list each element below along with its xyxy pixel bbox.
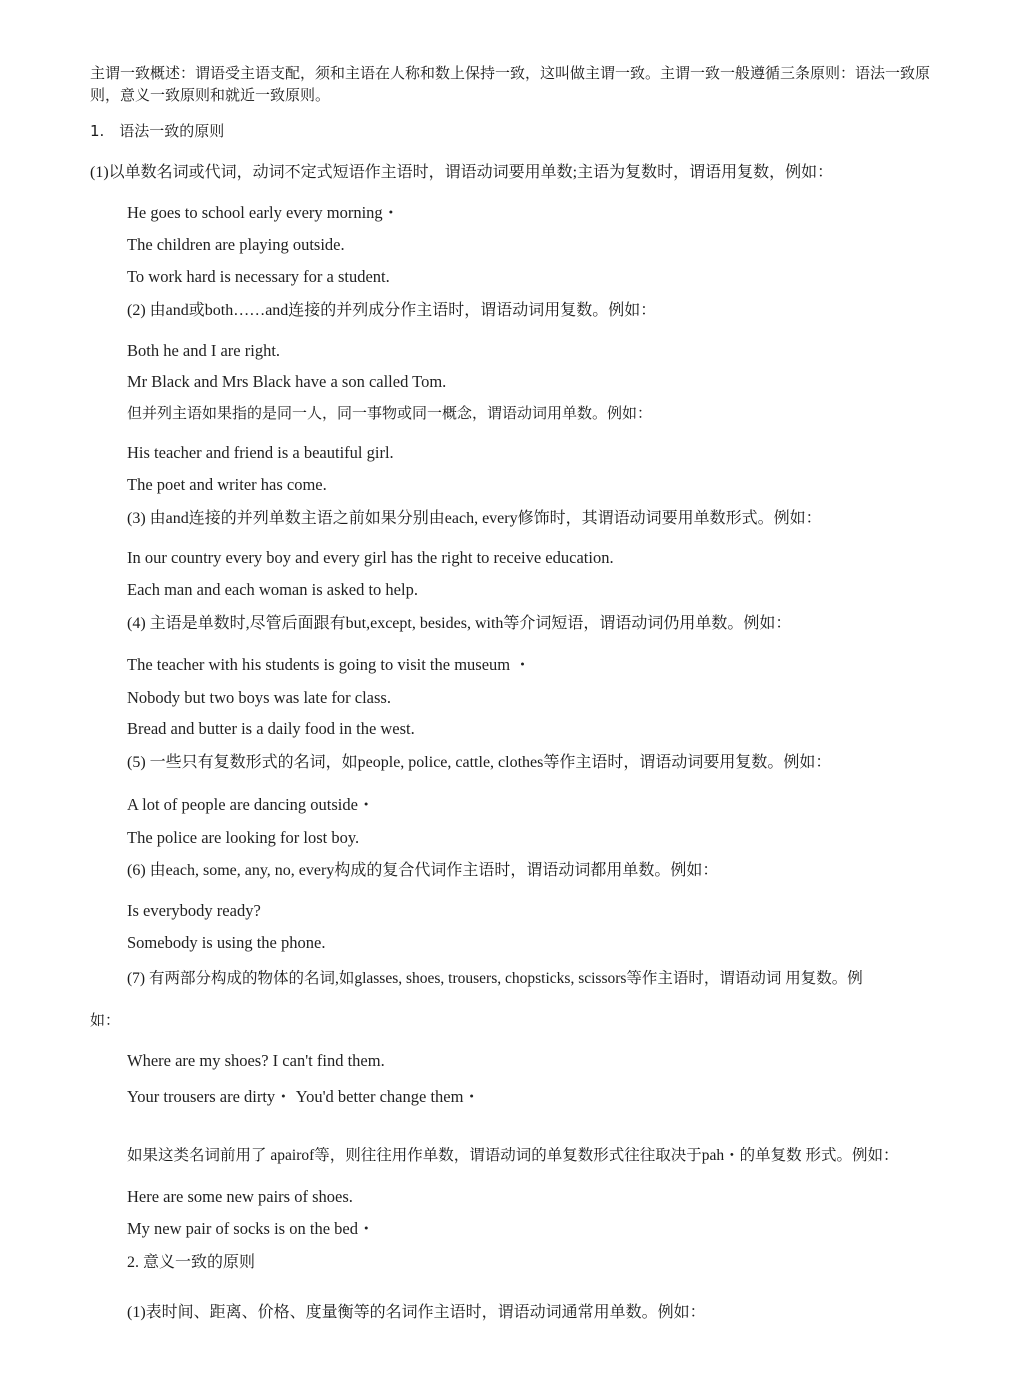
example-sentence: Here are some new pairs of shoes. [127, 1187, 353, 1206]
example-sentence: His teacher and friend is a beautiful girl. [127, 443, 394, 462]
example-sentence: The children are playing outside. [127, 235, 345, 254]
example-sentence: A lot of people are dancing outside・ [127, 795, 375, 814]
example-sentence: Is everybody ready? [127, 901, 261, 920]
example-sentence: He goes to school early every morning・ [127, 203, 400, 222]
example-sentence: The poet and writer has come. [127, 475, 327, 494]
rule-4-text: (4) 主语是单数时,尽管后面跟有but,except, besides, with等介词短语，谓语动词仍用单数。例如： [127, 615, 792, 632]
intro-paragraph: 主谓一致概述：谓语受主语支配，须和主语在人称和数上保持一致，这叫做主谓一致。主谓一致一般遵循三条原则：语法一致原则，意义一致原则和就近一致原则。 [90, 64, 931, 104]
example-sentence: The teacher with his students is going to visit the museum ・ [127, 655, 531, 674]
example-sentence: Each man and each woman is asked to help. [127, 580, 418, 599]
example-sentence: Both he and I are right. [127, 341, 281, 360]
section-1-heading: 1. 语法一致的原则 [90, 122, 225, 140]
example-sentence: Somebody is using the phone. [127, 933, 326, 952]
rule-6-text: (6) 由each, some, any, no, every构成的复合代词作主语时，谓语动词都用单数。例如： [127, 862, 719, 879]
section-2-heading: 2. 意义一致的原则 [127, 1254, 256, 1271]
example-sentence: The police are looking for lost boy. [127, 828, 360, 847]
rule-5-text: (5) 一些只有复数形式的名词，如people, police, cattle, clothes等作主语时，谓语动词要用复数。例如： [127, 754, 832, 771]
rule-3-text: (3) 由and连接的并列单数主语之前如果分别由each, every修饰时，其谓语动词要用单数形式。例如： [127, 510, 822, 527]
example-sentence: To work hard is necessary for a student. [127, 267, 390, 286]
example-sentence: Where are my shoes? I can't find them. [127, 1051, 385, 1070]
rule-7-text: (7) 有两部分构成的物体的名词,如glasses, shoes, trousers, chopsticks, scissors等作主语时，谓语动词 用复数。例 [127, 970, 863, 987]
rule-7-text-continued: 如： [90, 1011, 121, 1029]
example-sentence: Nobody but two boys was late for class. [127, 688, 391, 707]
rule-7-note: 如果这类名词前用了 apairof等，则往往用作单数，谓语动词的单复数形式往往取决于pah・的单复数 形式。例如： [127, 1147, 899, 1164]
section-2-rule-1-text: (1)表时间、距离、价格、度量衡等的名词作主语时，谓语动词通常用单数。例如： [127, 1304, 706, 1321]
rule-2-note: 但并列主语如果指的是同一人，同一事物或同一概念，谓语动词用单数。例如： [127, 404, 653, 422]
rule-2-text: (2) 由and或both……and连接的并列成分作主语时，谓语动词用复数。例如： [127, 302, 657, 319]
example-sentence: In our country every boy and every girl has the right to receive education. [127, 548, 614, 567]
example-sentence: Mr Black and Mrs Black have a son called Tom. [127, 372, 447, 391]
example-sentence: Bread and butter is a daily food in the west. [127, 719, 415, 738]
example-sentence: My new pair of socks is on the bed・ [127, 1219, 375, 1238]
rule-1-text: (1)以单数名词或代词，动词不定式短语作主语时，谓语动词要用单数;主语为复数时，谓语用复数，例如： [90, 164, 834, 181]
example-sentence: Your trousers are dirty・ You'd better change them・ [127, 1087, 480, 1106]
